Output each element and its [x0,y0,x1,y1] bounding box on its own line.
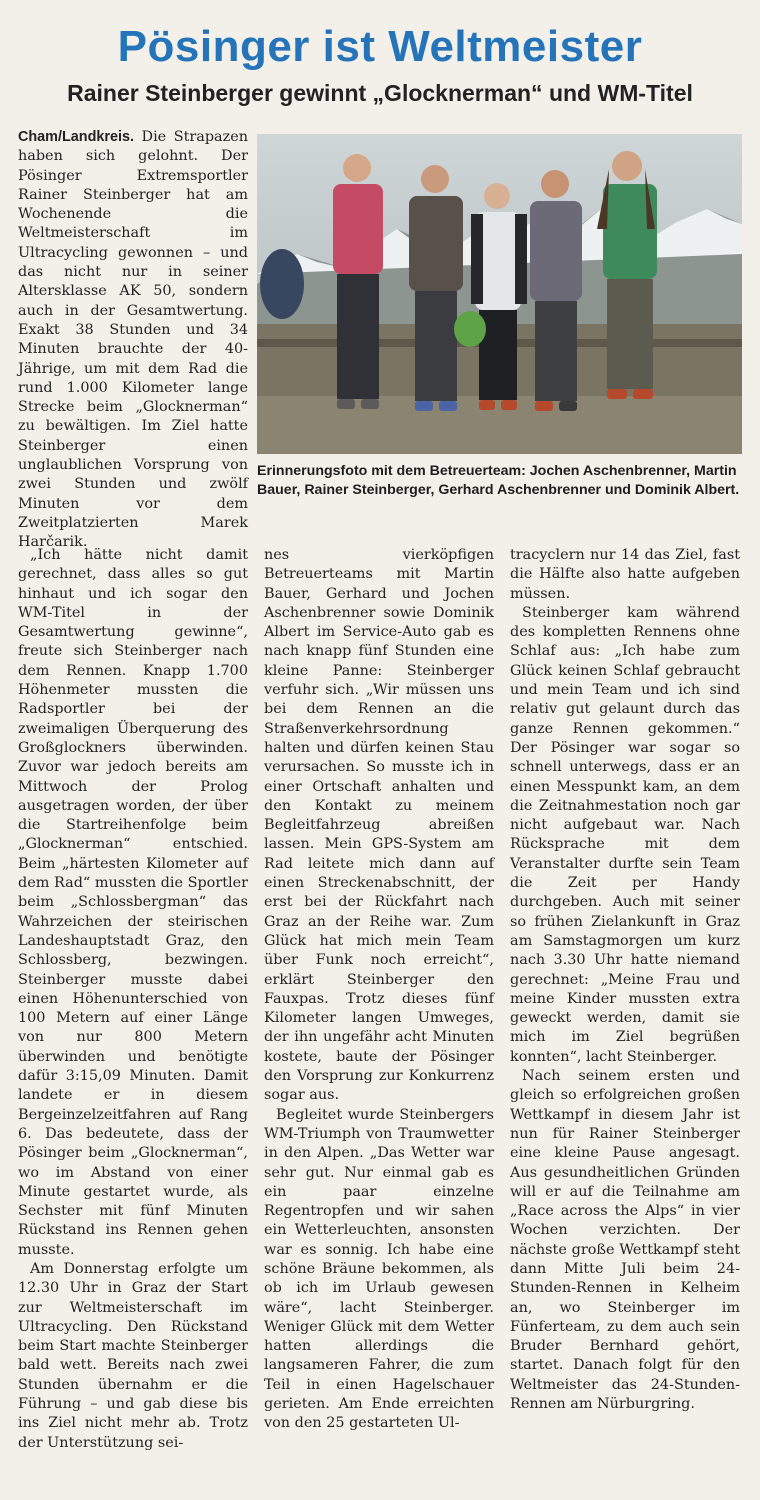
team-photo-illustration [257,134,742,454]
subheadline: Rainer Steinberger gewinnt „Glocknerman“ und WM-Titel [67,80,693,106]
paragraph: Nach seinem ersten und gleich so erfolgreichen großen Wettkampf in diesem Jahr ist nun für Rainer Steinberger eine kleine Pause angesagt. Aus gesundheitlichen Gründen will er auf die Teilnahme am „Race across the Alps“ in vier Wochen verzichten. Der nächste große Wettkampf steht dann Mitte Juli beim 24-Stunden-Rennen in Kelheim an, wo Steinberger im Fünferteam, zu dem auch sein Bruder Bernhard gehört, startet. Danach folgt für den Weltmeister das 24-Stunden-Rennen am Nürburgring. [510,1068,740,1413]
photo-caption: Erinnerungsfoto mit dem Betreuerteam: Jochen Aschenbrenner, Martin Bauer, Rainer Steinberger, Gerhard Aschenbrenner und Dominik Albert. [257,463,740,498]
dateline: Cham/Landkreis. [18,129,134,145]
paragraph: Steinberger kam während des kompletten Rennens ohne Schlaf aus: „Ich habe zum Glück keinen Schlaf gebraucht und mein Team und ich sind relativ gut gelaunt durch das ganze Rennen gekommen.“ Der Pösinger war sogar so schnell unterwegs, dass er an einen Messpunkt kam, an dem die Zeitnahmestation noch gar nicht aufgebaut war. Nach Rücksprache mit dem Veranstalter durfte sein Team die Zeit per Handy durchgeben. Auch mit seiner so frühen Zielankunft in Graz am Samstagmorgen um kurz nach 3.30 Uhr hatte niemand gerechnet: „Meine Frau und meine Kinder mussten extra geweckt werden, damit sie mich im Ziel begrüßen konnten“, lacht Steinberger. [510,604,740,1065]
paragraph: tracyclern nur 14 das Ziel, fast die Hälfte also hatte aufgeben müssen. [510,547,740,602]
column-1 [18,546,248,1453]
lead-text: Die Strapazen haben sich gelohnt. Der Pösinger Extremsportler Rainer Steinberger hat am Wochenende die Weltmeisterschaft im Ultracycling gewonnen – und das nicht nur in seiner Altersklasse AK 50, sondern auch in der Gesamtwertung. Exakt 38 Stunden und 34 Minuten brauchte der 40-Jährige, um mit dem Rad die rund 1.000 Kilometer lange Strecke beim „Glocknerman“ zu bewältigen. Im Ziel hatte Steinberger einen unglaublichen Vorsprung von zwei Stunden und zwölf Minuten vor dem Zweitplatzierten Marek Harčarik. [18,129,248,551]
column-2 [264,546,494,1434]
paragraph: Begleitet wurde Steinbergers WM-Triumph von Traumwetter in den Alpen. „Das Wetter war sehr gut. Nur einmal gab es ein paar einzelne Regentropfen und wir sahen ein Wetterleuchten, ansonsten war es sonnig. Ich habe eine schöne Bräune bekommen, als ob ich im Urlaub gewesen wäre“, lacht Steinberger. Weniger Glück mit dem Wetter hatten allerdings die langsameren Fahrer, die zum Teil in einen Hagelschauer gerieten. Am Ende erreichten von den 25 gestarteten Ul- [264,1106,494,1432]
lead-paragraph [18,128,248,553]
headline: Pösinger ist Weltmeister [117,22,643,71]
paragraph: nes vierköpfigen Betreuerteams mit Martin Bauer, Gerhard und Jochen Aschenbrenner sowie Dominik Albert im Service-Auto gab es nach knapp fünf Stunden eine kleine Panne: Steinberger verfuhr sich. „Wir müssen uns bei dem Rennen an die Straßenverkehrsordnung halten und dürfen keinen Stau verursachen. So musste ich in einer Ortschaft anhalten und den Kontakt zu meinem Begleitfahrzeug abreißen lassen. Mein GPS-System am Rad leitete mich dann auf einen Streckenabschnitt, der erst bei der Rückfahrt nach Graz an der Reihe war. Zum Glück hat mich mein Team über Funk noch erreicht“, erklärt Steinberger den Fauxpas. Trotz dieses fünf Kilometer langen Umweges, der ihn ungefähr acht Minuten kostete, baute der Pösinger den Vorsprung zur Konkurrenz sogar aus. [264,547,494,1104]
lead-column [18,128,248,553]
team-photo [257,134,742,454]
paragraph: Am Donnerstag erfolgte um 12.30 Uhr in Graz der Start zur Weltmeisterschaft im Ultracycling. Den Rückstand beim Start machte Steinberger bald wett. Bereits nach zwei Stunden übernahm er die Führung – und gab diese bis ins Ziel nicht mehr ab. Trotz der Unterstützung sei- [18,1260,248,1451]
article-top [18,128,742,551]
column-3 [510,546,740,1414]
paragraph: „Ich hätte nicht damit gerechnet, dass alles so gut hinhaut und ich sogar den WM-Titel in der Gesamtwertung gewinne“, freute sich Steinberger nach dem Rennen. Knapp 1.700 Höhenmeter mussten die Radsportler bei der zweimaligen Überquerung des Großglockners überwinden. Zuvor war jedoch bereits am Mittwoch der Prolog ausgetragen worden, der über die Startreihenfolge beim „Glocknerman“ entschied. Beim „härtesten Kilometer auf dem Rad“ mussten die Sportler beim „Schlossbergman“ das Wahrzeichen der steirischen Landeshauptstadt Graz, den Schlossberg, bezwingen. Steinberger musste dabei einen Höhenunterschied von 100 Metern auf einer Länge von nur 800 Metern überwinden und benötigte dafür 3:15,09 Minuten. Damit landete er in diesem Bergeinzelzeitfahren auf Rang 6. Das bedeutete, dass der Pösinger beim „Glocknerman“, wo im Abstand von einer Minute gestartet wurde, als Sechster mit fünf Minuten Rückstand ins Rennen gehen musste. [18,547,248,1258]
